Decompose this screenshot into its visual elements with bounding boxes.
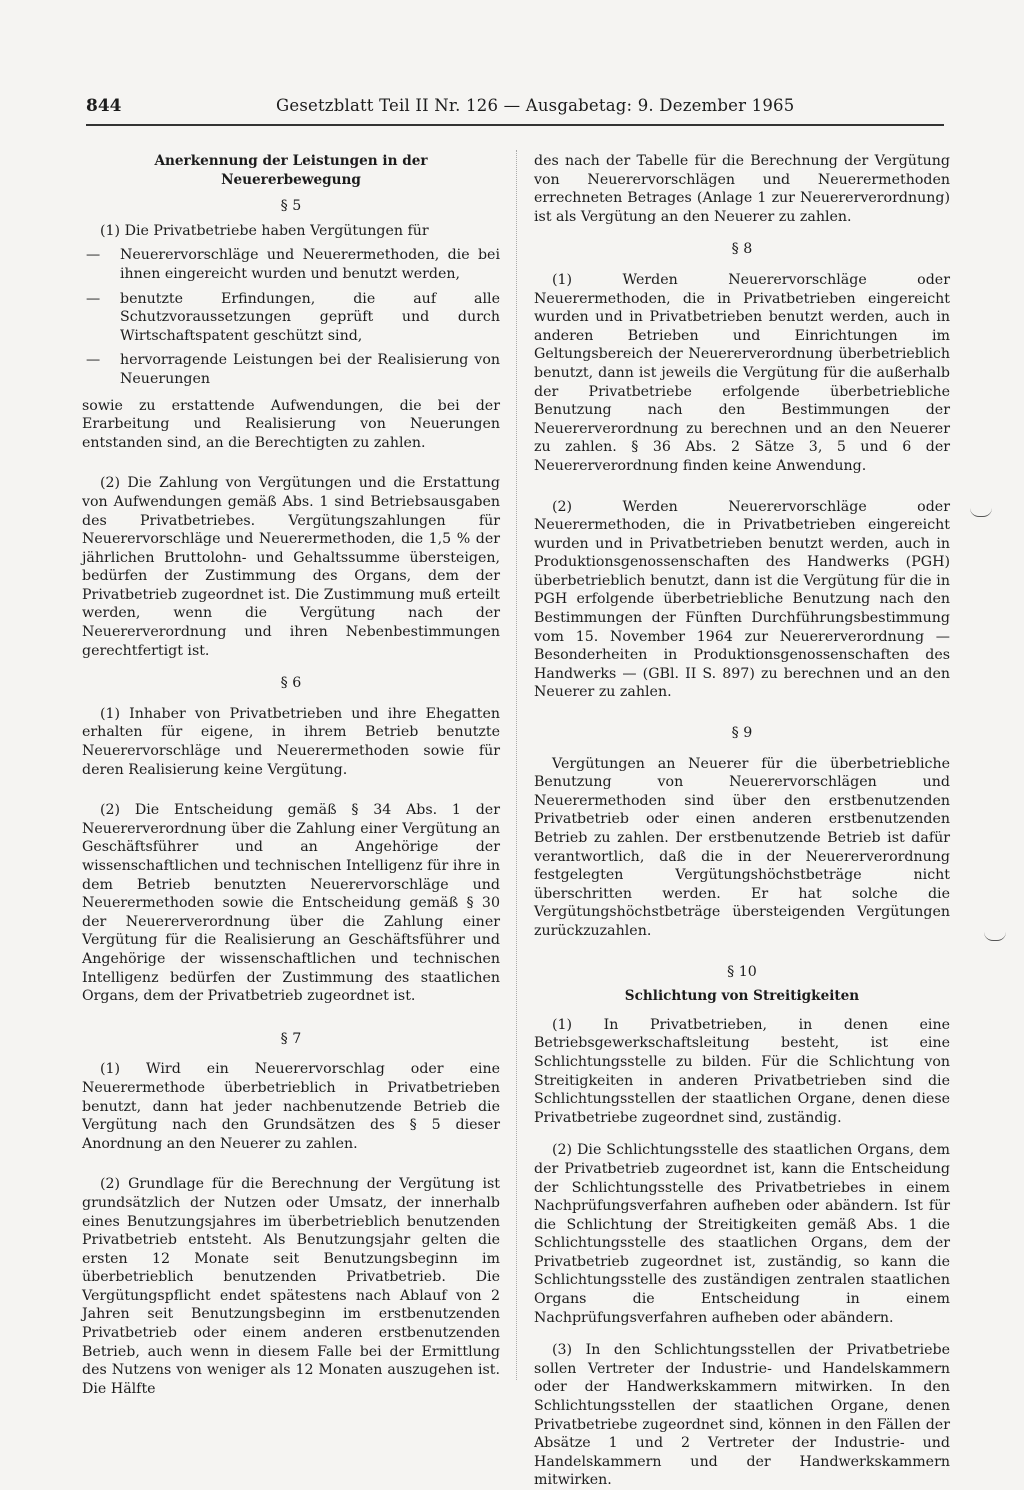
list-item xyxy=(82,351,500,388)
running-head: Gesetzblatt Teil II Nr. 126 — Ausgabetag: 9. Dezember 1965 xyxy=(276,96,795,115)
section-title-line1: Anerkennung der Leistungen in der xyxy=(154,153,428,169)
paragraph-heading-10: § 10 xyxy=(727,963,757,980)
dash-mark: — xyxy=(86,352,101,369)
dash-mark: — xyxy=(86,247,101,264)
right-column xyxy=(534,152,950,1490)
s9-paragraph: Vergütungen an Neuerer für die überbetriebliche Benutzung von Neuerervorschlägen und Neuerermethoden sind über den erstbenutzenden Privatbetrieb oder einen anderen erstbenutzenden Betrieb zu zahlen. Der erstbenutzende Betrieb ist dafür verantwortlich, daß die in der Neuererverordnung festgelegten Vergütungshöchstbeträge nicht überschritten werden. Er hat solche die Vergütungshöchstbeträge übersteigenden Vergütungen zurückzuzahlen. xyxy=(534,755,950,939)
list-item-text: benutzte Erfindungen, die auf alle Schutzvoraussetzungen geprüft und durch Wirtschaftspatent geschützt sind, xyxy=(120,290,500,344)
s10-paragraph-2: (2) Die Schlichtungsstelle des staatlichen Organs, dem der Privatbetrieb zugeordnet ist, kann die Entscheidung der Schlichtungsstelle des Privatbetriebes in einem Nachprüfungsverfahren aufheben oder abändern. Ist für die Schlichtung der Streitigkeiten gemäß Abs. 1 die Schlichtungsstelle des staatlichen Organs, dem der Privatbetrieb zugeordnet ist, zuständig, so kann die Schlichtungsstelle des zuständigen zentralen staatlichen Organs die Entscheidung in einem Nachprüfungsverfahren aufheben oder abändern. xyxy=(534,1142,950,1326)
paragraph-heading-9: § 9 xyxy=(731,725,753,742)
s5-closing: sowie zu erstattende Aufwendungen, die bei der Erarbeitung und Realisierung von Neuerungen entstanden sind, an die Berechtigten zu zahlen. xyxy=(82,397,500,451)
s10-title: Schlichtung von Streitigkeiten xyxy=(624,988,860,1005)
s7-paragraph-1: (1) Wird ein Neuerervorschlag oder eine Neuerermethode überbetrieblich in Privatbetrieben benutzt, dann hat jeder nachbenutzende Betrieb die Vergütung nach den Grundsätzen des § 5 dieser Anordnung an den Neuerer zu zahlen. xyxy=(82,1061,500,1152)
section-title-line2: Neuererbewegung xyxy=(221,171,361,188)
s6-paragraph-2: (2) Die Entscheidung gemäß § 34 Abs. 1 der Neuererverordnung über die Zahlung einer Vergütung an Geschäftsführer und an Angehörige der wissenschaftlichen und technischen Intelligenz für ihre in dem Betrieb benutzten Neuerervorschläge und Neuerermethoden sowie die Entscheidung gemäß § 30 der Neuererverordnung über die Zahlung einer Vergütung für die Realisierung an Geschäftsführer und Angehörige der wissenschaftlichen und technischen Intelligenz bedürfen der Zustimmung des staatlichen Organs, dem der Privatbetrieb zugeordnet ist. xyxy=(82,802,500,1005)
list-item-text: hervorragende Leistungen bei der Realisierung von Neuerungen xyxy=(120,352,500,387)
s7-paragraph-2: (2) Grundlage für die Berechnung der Vergütung ist grundsätzlich der Nutzen oder Umsatz, der innerhalb eines Benutzungsjahres im überbetrieblich benutzenden Privatbetrieb entsteht. Als Benutzungsjahr gelten die ersten 12 Monate seit Benutzungsbeginn im überbetrieblich benutzenden Privatbetrieb. Die Vergütungspflicht endet spätestens nach Ablauf von 2 Jahren seit Benutzungsbeginn im erstbenutzenden Privatbetrieb oder einem anderen erstbenutzenden Betrieb, auch wenn in diesem Falle bei der Ermittlung des Nutzens von weniger als 12 Monaten auszugehen ist. Die Hälfte xyxy=(82,1176,500,1397)
page-number: 844 xyxy=(86,96,122,116)
paragraph-heading-6: § 6 xyxy=(280,675,302,692)
list-item xyxy=(82,290,500,346)
paragraph-heading-8: § 8 xyxy=(731,241,753,258)
s6-paragraph-1: (1) Inhaber von Privatbetrieben und ihre Ehegatten erhalten für eigene, in ihrem Betrieb benutzte Neuerervorschläge und Neuerermethoden sowie für deren Realisierung keine Vergütung. xyxy=(82,705,500,778)
page-header xyxy=(86,92,944,128)
list-item xyxy=(82,246,500,283)
paragraph-heading-5: § 5 xyxy=(280,198,302,215)
s5-paragraph-2: (2) Die Zahlung von Vergütungen und die Erstattung von Aufwendungen gemäß Abs. 1 sind Betriebsausgaben des Privatbetriebes. Vergütungszahlungen für Neuerervorschläge und Neuerermethoden, die 1,5 % der jährlichen Bruttolohn- und Gehaltssumme übersteigen, bedürfen der Zustimmung des Organs, dem der Privatbetrieb zugeordnet ist. Die Zustimmung muß erteilt werden, wenn die Vergütung nach der Neuererverordnung und ihren Nebenbestimmungen gerechtfertigt ist. xyxy=(82,475,500,659)
list-item-text: Neuerervorschläge und Neuerermethoden, die bei ihnen eingereicht wurden und benutzt werden, xyxy=(120,247,500,282)
paragraph-heading-7: § 7 xyxy=(280,1030,302,1047)
margin-mark xyxy=(970,508,992,517)
left-column xyxy=(82,152,500,1398)
header-rule xyxy=(86,124,944,126)
s8-paragraph-2: (2) Werden Neuerervorschläge oder Neuerermethoden, die in Privatbetrieben eingereicht wurden und in Privatbetrieben benutzt werden, auch in Produktionsgenossenschaften des Handwerks (PGH) überbetrieblich benutzt, dann ist die Vergütung für die in PGH erfolgende überbetriebliche Benutzung nach den Bestimmungen der Fünften Durchführungsbestimmung vom 15. November 1964 zur Neuererverordnung — Besonderheiten in Produktionsgenossenschaften des Handwerks — (GBl. II S. 897) zu berechnen und an den Neuerer zu zahlen. xyxy=(534,498,950,701)
s5-intro: (1) Die Privatbetriebe haben Vergütungen für xyxy=(100,222,429,239)
s8-paragraph-1: (1) Werden Neuerervorschläge oder Neuerermethoden, die in Privatbetrieben eingereicht wurden und in Privatbetrieben benutzt werden, auch in anderen Betrieben und Einrichtungen im Geltungsbereich der Neuererverordnung überbetrieblich benutzt, dann ist jeweils die Vergütung für die außerhalb der Privatbetriebe erfolgende überbetriebliche Benutzung nach den Bestimmungen der Neuererverordnung zu berechnen und an den Neuerer zu zahlen. § 36 Abs. 2 Sätze 3, 5 und 6 der Neuererverordnung finden keine Anwendung. xyxy=(534,271,950,474)
column-divider xyxy=(516,150,517,1380)
margin-mark xyxy=(984,932,1006,941)
s10-paragraph-1: (1) In Privatbetrieben, in denen eine Betriebsgewerkschaftsleitung besteht, ist eine Schlichtungsstelle zu bilden. Für die Schlichtung von Streitigkeiten in anderen Privatbetrieben sind die Schlichtungsstellen der staatlichen Organe, denen diese Privatbetriebe zugeordnet sind, zuständig. xyxy=(534,1016,950,1126)
s7-continuation: des nach der Tabelle für die Berechnung der Vergütung von Neuerervorschlägen und Neuerermethoden errechneten Betrages (Anlage 1 zur Neuererverordnung) ist als Vergütung an den Neuerer zu zahlen. xyxy=(534,153,950,225)
dash-mark: — xyxy=(86,290,101,307)
s10-paragraph-3: (3) In den Schlichtungsstellen der Privatbetriebe sollen Vertreter der Industrie- und Handelskammern oder der Handwerkskammern mitwirken. In den Schlichtungsstellen der staatlichen Organe, denen Privatbetriebe zugeordnet sind, können in den Fällen der Absätze 1 und 2 Vertreter der Industrie- und Handelskammern und der Handwerkskammern mitwirken. xyxy=(534,1342,950,1489)
